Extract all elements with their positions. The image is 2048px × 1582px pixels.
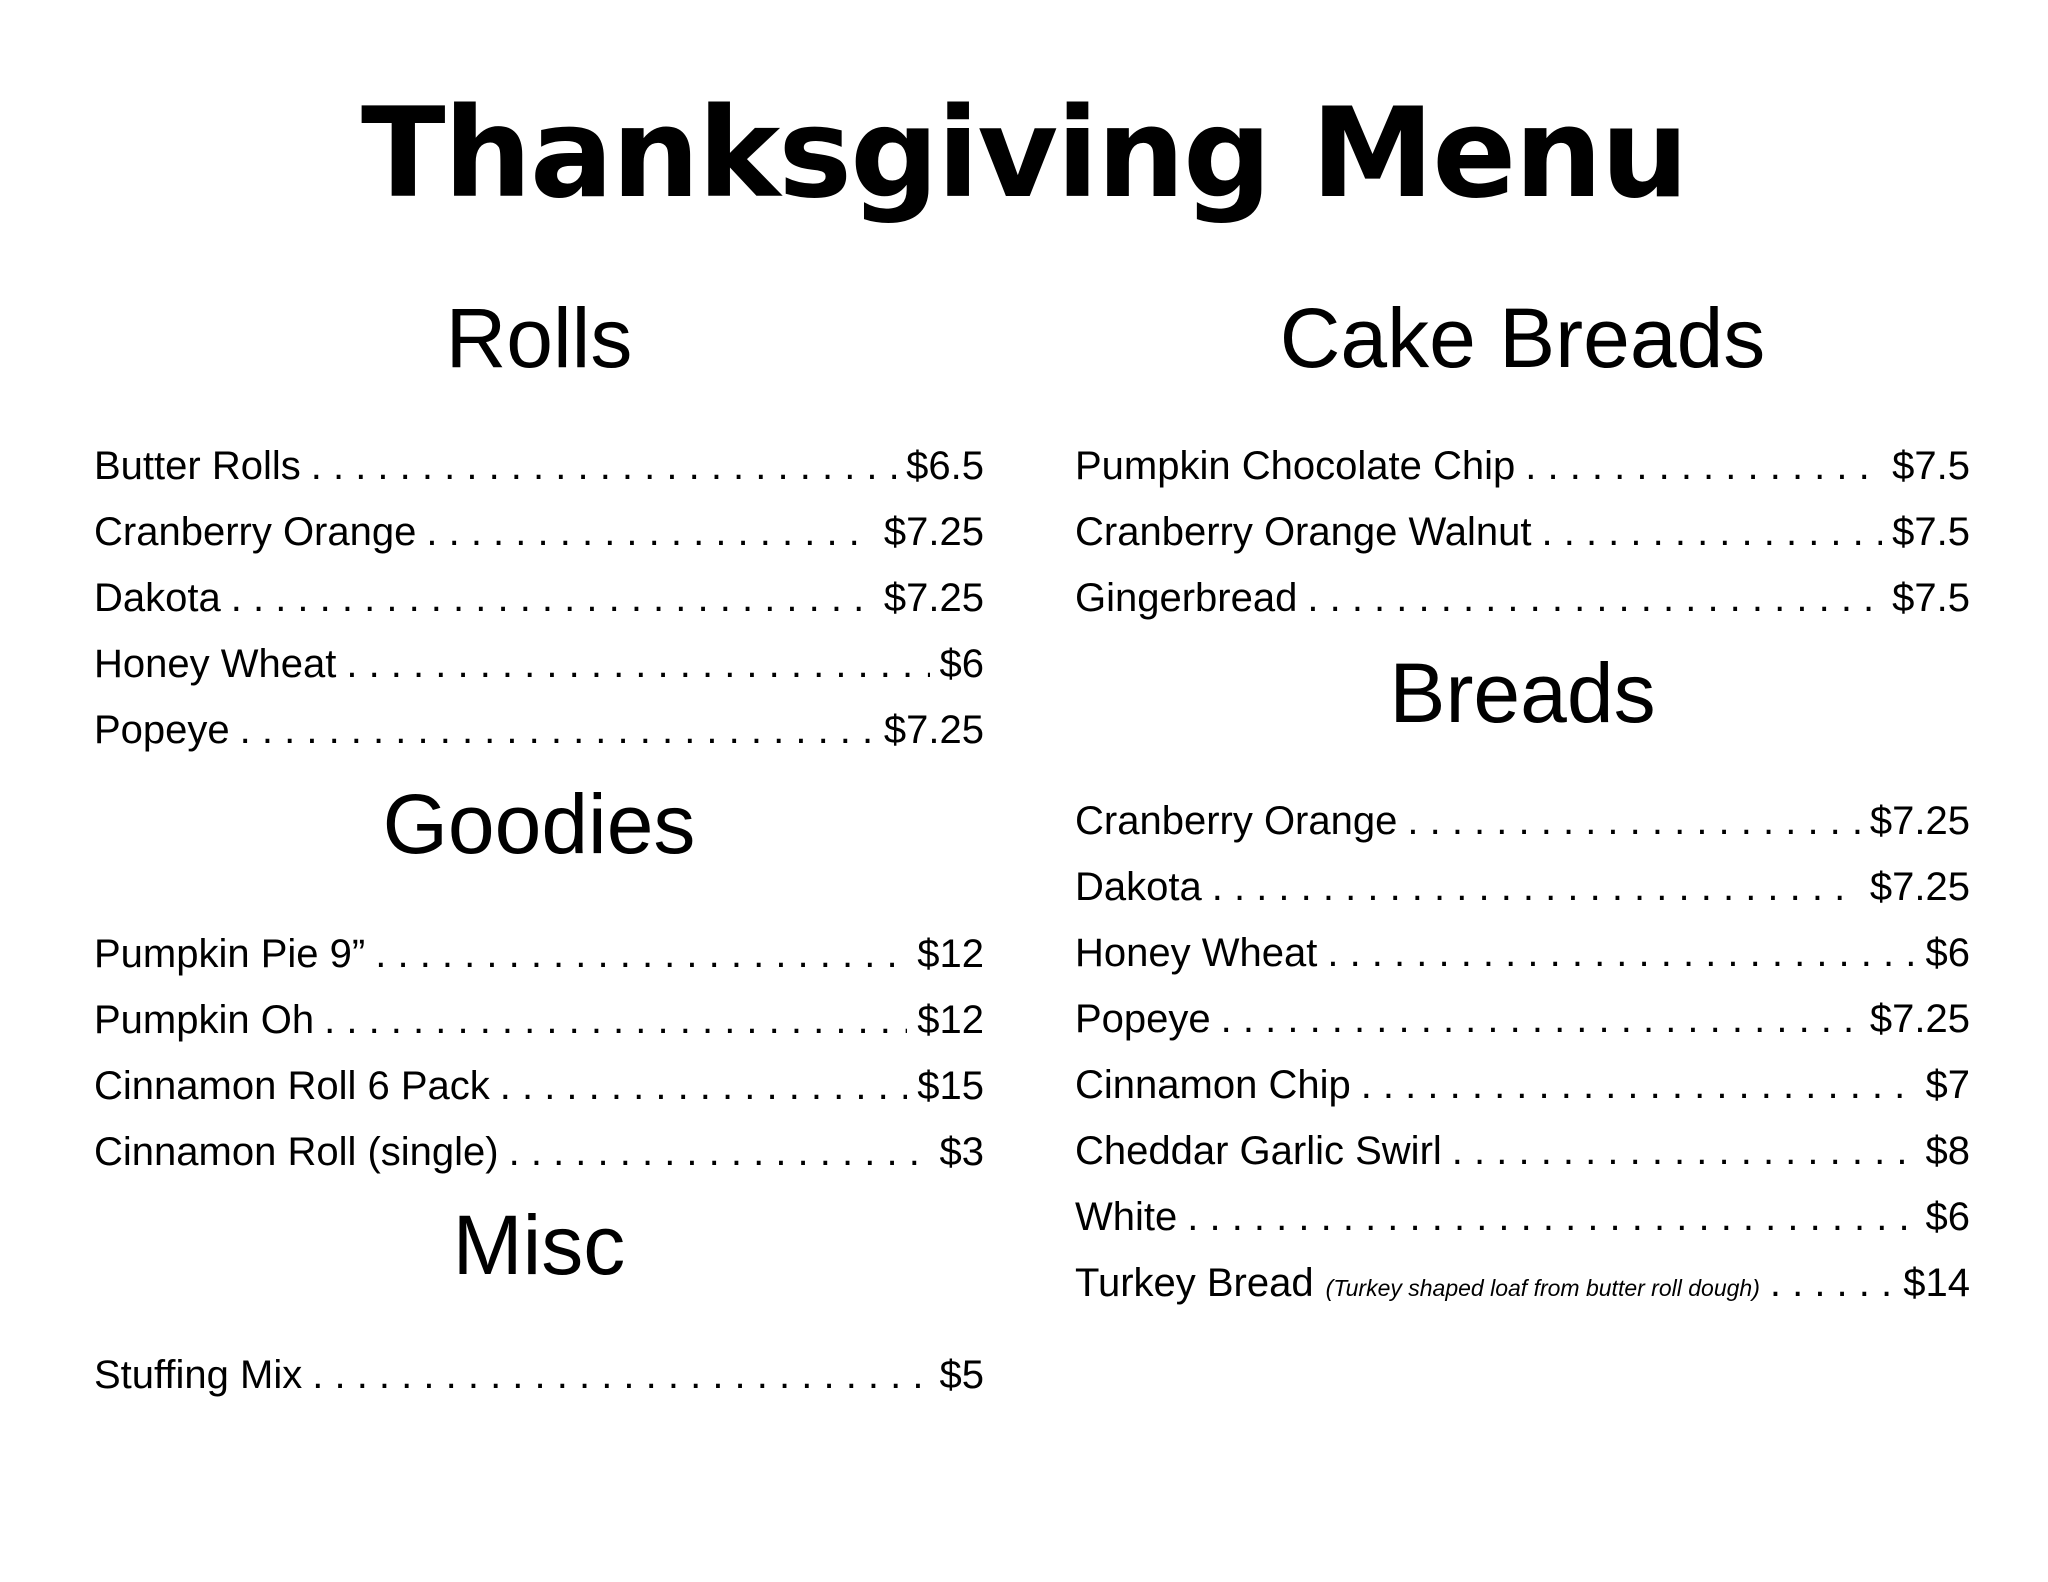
menu-item: [1075, 1258, 1970, 1308]
item-name: Stuffing Mix: [94, 1353, 303, 1397]
menu-item: [94, 705, 984, 755]
menu-item: [94, 1061, 984, 1111]
item-name: White: [1075, 1195, 1178, 1239]
dot-leader: [509, 1127, 930, 1177]
dot-leader: [231, 573, 874, 623]
dot-leader: [500, 1061, 908, 1111]
dot-leader: [426, 507, 874, 557]
item-name: Honey Wheat: [94, 642, 337, 686]
item-name: Cinnamon Roll (single): [94, 1130, 499, 1174]
dot-leader: [1187, 1192, 1915, 1242]
item-price: $5: [939, 1353, 984, 1397]
item-price: $3: [939, 1130, 984, 1174]
item-price: $6: [1925, 1195, 1970, 1239]
dot-leader: [1452, 1126, 1916, 1176]
item-price: $7.25: [1869, 997, 1970, 1041]
item-price: $7.25: [883, 708, 984, 752]
section-heading-cake-breads: Cake Breads: [1279, 291, 1766, 385]
menu-item: [1075, 862, 1970, 912]
menu-item: [1075, 441, 1970, 491]
item-name: Popeye: [1075, 997, 1211, 1041]
item-name: Cheddar Garlic Swirl: [1075, 1129, 1442, 1173]
dot-leader: [1525, 441, 1882, 491]
menu-item: [1075, 507, 1970, 557]
item-price: $6.5: [906, 444, 984, 488]
menu-item: [94, 639, 984, 689]
item-name: Honey Wheat: [1075, 931, 1318, 975]
item-note: (Turkey shaped loaf from butter roll dough): [1325, 1275, 1760, 1301]
item-name: Dakota: [1075, 865, 1202, 909]
item-price: $15: [917, 1064, 984, 1108]
item-name: Gingerbread: [1075, 576, 1298, 620]
menu-item: [94, 995, 984, 1045]
menu-item: [94, 507, 984, 557]
menu-title: Thanksgiving Menu: [361, 82, 1687, 226]
item-price: $7.25: [1869, 865, 1970, 909]
item-name: Pumpkin Chocolate Chip: [1075, 444, 1516, 488]
dot-leader: [346, 639, 929, 689]
item-name: Turkey Bread: [1075, 1261, 1314, 1305]
item-name: Cranberry Orange: [1075, 799, 1398, 843]
item-price: $7.25: [883, 576, 984, 620]
menu-item: [1075, 1060, 1970, 1110]
dot-leader: [324, 995, 907, 1045]
menu-item: [1075, 994, 1970, 1044]
dot-leader: [1307, 573, 1882, 623]
dot-leader: [1327, 928, 1915, 978]
menu-item: [1075, 1192, 1970, 1242]
item-price: $8: [1925, 1129, 1970, 1173]
item-price: $6: [939, 642, 984, 686]
dot-leader: [312, 1350, 929, 1400]
item-price: $7: [1925, 1063, 1970, 1107]
item-price: $7.5: [1892, 576, 1970, 620]
item-name: Popeye: [94, 708, 230, 752]
item-name: Cranberry Orange Walnut: [1075, 510, 1532, 554]
section-heading-breads: Breads: [1389, 646, 1656, 740]
dot-leader: [240, 705, 874, 755]
dot-leader: [1212, 862, 1860, 912]
dot-leader: [1541, 507, 1882, 557]
section-heading-rolls: Rolls: [445, 291, 633, 385]
item-price: $6: [1925, 931, 1970, 975]
dot-leader: [1770, 1258, 1893, 1308]
dot-leader: [375, 929, 907, 979]
menu-item: [94, 1350, 984, 1400]
dot-leader: [1361, 1060, 1916, 1110]
item-name: Cinnamon Chip: [1075, 1063, 1351, 1107]
menu-item: [94, 573, 984, 623]
item-price: $7.5: [1892, 444, 1970, 488]
dot-leader: [1221, 994, 1860, 1044]
item-name: Cranberry Orange: [94, 510, 417, 554]
item-price: $12: [917, 932, 984, 976]
item-name: Butter Rolls: [94, 444, 301, 488]
item-price: $7.5: [1892, 510, 1970, 554]
item-name: Cinnamon Roll 6 Pack: [94, 1064, 490, 1108]
item-name: Pumpkin Oh: [94, 998, 315, 1042]
item-price: $12: [917, 998, 984, 1042]
item-name: Dakota: [94, 576, 221, 620]
menu-item: [94, 929, 984, 979]
dot-leader: [1407, 796, 1860, 846]
item-price: $7.25: [883, 510, 984, 554]
item-price: $14: [1903, 1261, 1970, 1305]
menu-item: [94, 1127, 984, 1177]
section-heading-misc: Misc: [452, 1198, 626, 1292]
item-name: Pumpkin Pie 9”: [94, 932, 366, 976]
menu-item: [94, 441, 984, 491]
menu-item: [1075, 928, 1970, 978]
item-price: $7.25: [1869, 799, 1970, 843]
dot-leader: [311, 441, 896, 491]
menu-item: [1075, 573, 1970, 623]
section-heading-goodies: Goodies: [382, 777, 696, 871]
menu-item: [1075, 1126, 1970, 1176]
menu-item: [1075, 796, 1970, 846]
